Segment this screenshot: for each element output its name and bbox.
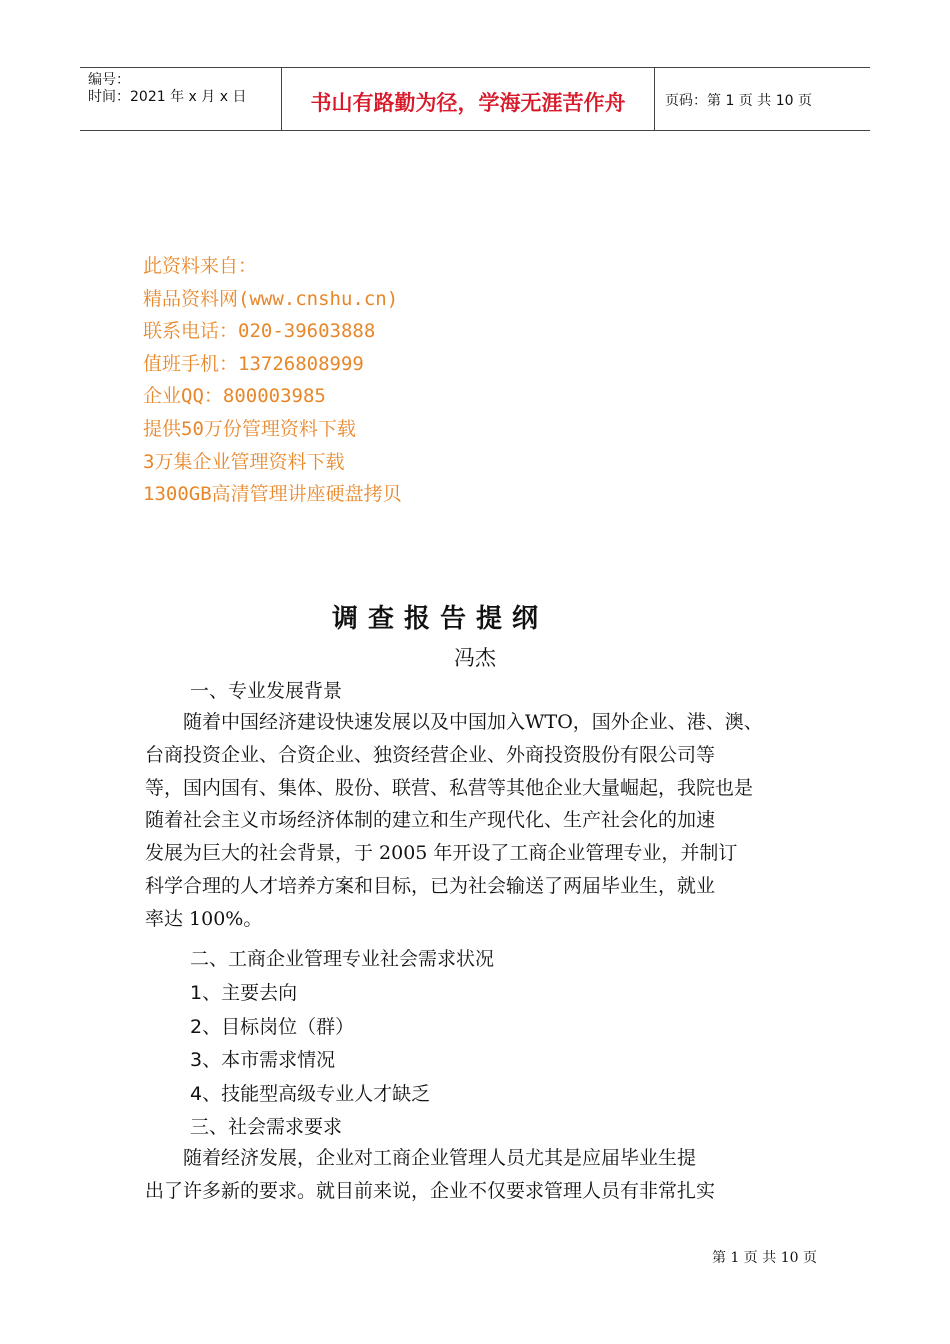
paragraph-line: 率达 100%。 xyxy=(145,907,263,930)
section3-heading: 三、社会需求要求 xyxy=(190,1116,343,1138)
source-line: 联系电话：020-39603888 xyxy=(143,320,376,343)
section3-paragraph xyxy=(145,1142,835,1208)
source-line: 3万集企业管理资料下载 xyxy=(143,450,345,473)
paragraph-line: 随着中国经济建设快速发展以及中国加入WTO，国外企业、港、澳、 xyxy=(145,711,763,733)
paragraph-line: 发展为巨大的社会背景，于 2005 年开设了工商企业管理专业，并制订 xyxy=(145,842,738,865)
motto: 书山有路勤为径，学海无涯苦作舟 xyxy=(310,91,626,115)
section1-heading: 一、专业发展背景 xyxy=(190,680,343,702)
paragraph-line: 等，国内国有、集体、股份、联营、私营等其他企业大量崛起，我院也是 xyxy=(145,776,754,799)
footer-page-label: 第 1 页 共 10 页 xyxy=(712,1250,817,1266)
document-title: 调查报告提纲 xyxy=(331,604,548,634)
source-info-block xyxy=(143,250,402,511)
source-line: 企业QQ：800003985 xyxy=(143,385,326,408)
paragraph-line: 出了许多新的要求。就目前来说，企业不仅要求管理人员有非常扎实 xyxy=(145,1179,716,1202)
section2-item: 4、技能型高级专业人才缺乏 xyxy=(190,1083,431,1105)
section1-paragraph xyxy=(145,706,835,936)
paragraph-line: 台商投资企业、合资企业、独资经营企业、外商投资股份有限公司等 xyxy=(145,743,716,766)
paragraph-line: 随着社会主义市场经济体制的建立和生产现代化、生产社会化的加速 xyxy=(145,809,716,832)
time-label: 时间：2021 年 x 月 x 日 xyxy=(88,89,247,105)
header-meta-cell xyxy=(80,68,282,130)
paragraph-line: 科学合理的人才培养方案和目标，已为社会输送了两届毕业生，就业 xyxy=(145,874,716,897)
source-line: 提供50万份管理资料下载 xyxy=(143,417,356,440)
source-line: 此资料来自： xyxy=(143,255,258,277)
source-line: 精品资料网(www.cnshu.cn) xyxy=(143,287,399,310)
source-line: 值班手机：13726808999 xyxy=(143,352,364,375)
section2-heading: 二、工商企业管理专业社会需求状况 xyxy=(190,948,495,970)
document-author: 冯杰 xyxy=(454,646,496,670)
source-line: 1300GB高清管理讲座硬盘拷贝 xyxy=(143,483,402,506)
section2-item: 3、本市需求情况 xyxy=(190,1049,336,1071)
paragraph-line: 随着经济发展，企业对工商企业管理人员尤其是应届毕业生提 xyxy=(145,1147,697,1169)
section2-item: 2、目标岗位（群） xyxy=(190,1016,355,1038)
header-table xyxy=(80,67,870,131)
header-page-label: 页码：第 1 页 共 10 页 xyxy=(665,93,812,109)
number-label: 编号： xyxy=(88,72,130,88)
section2-item: 1、主要去向 xyxy=(190,982,298,1004)
header-motto-cell xyxy=(282,68,655,130)
header-page-cell xyxy=(655,68,870,130)
